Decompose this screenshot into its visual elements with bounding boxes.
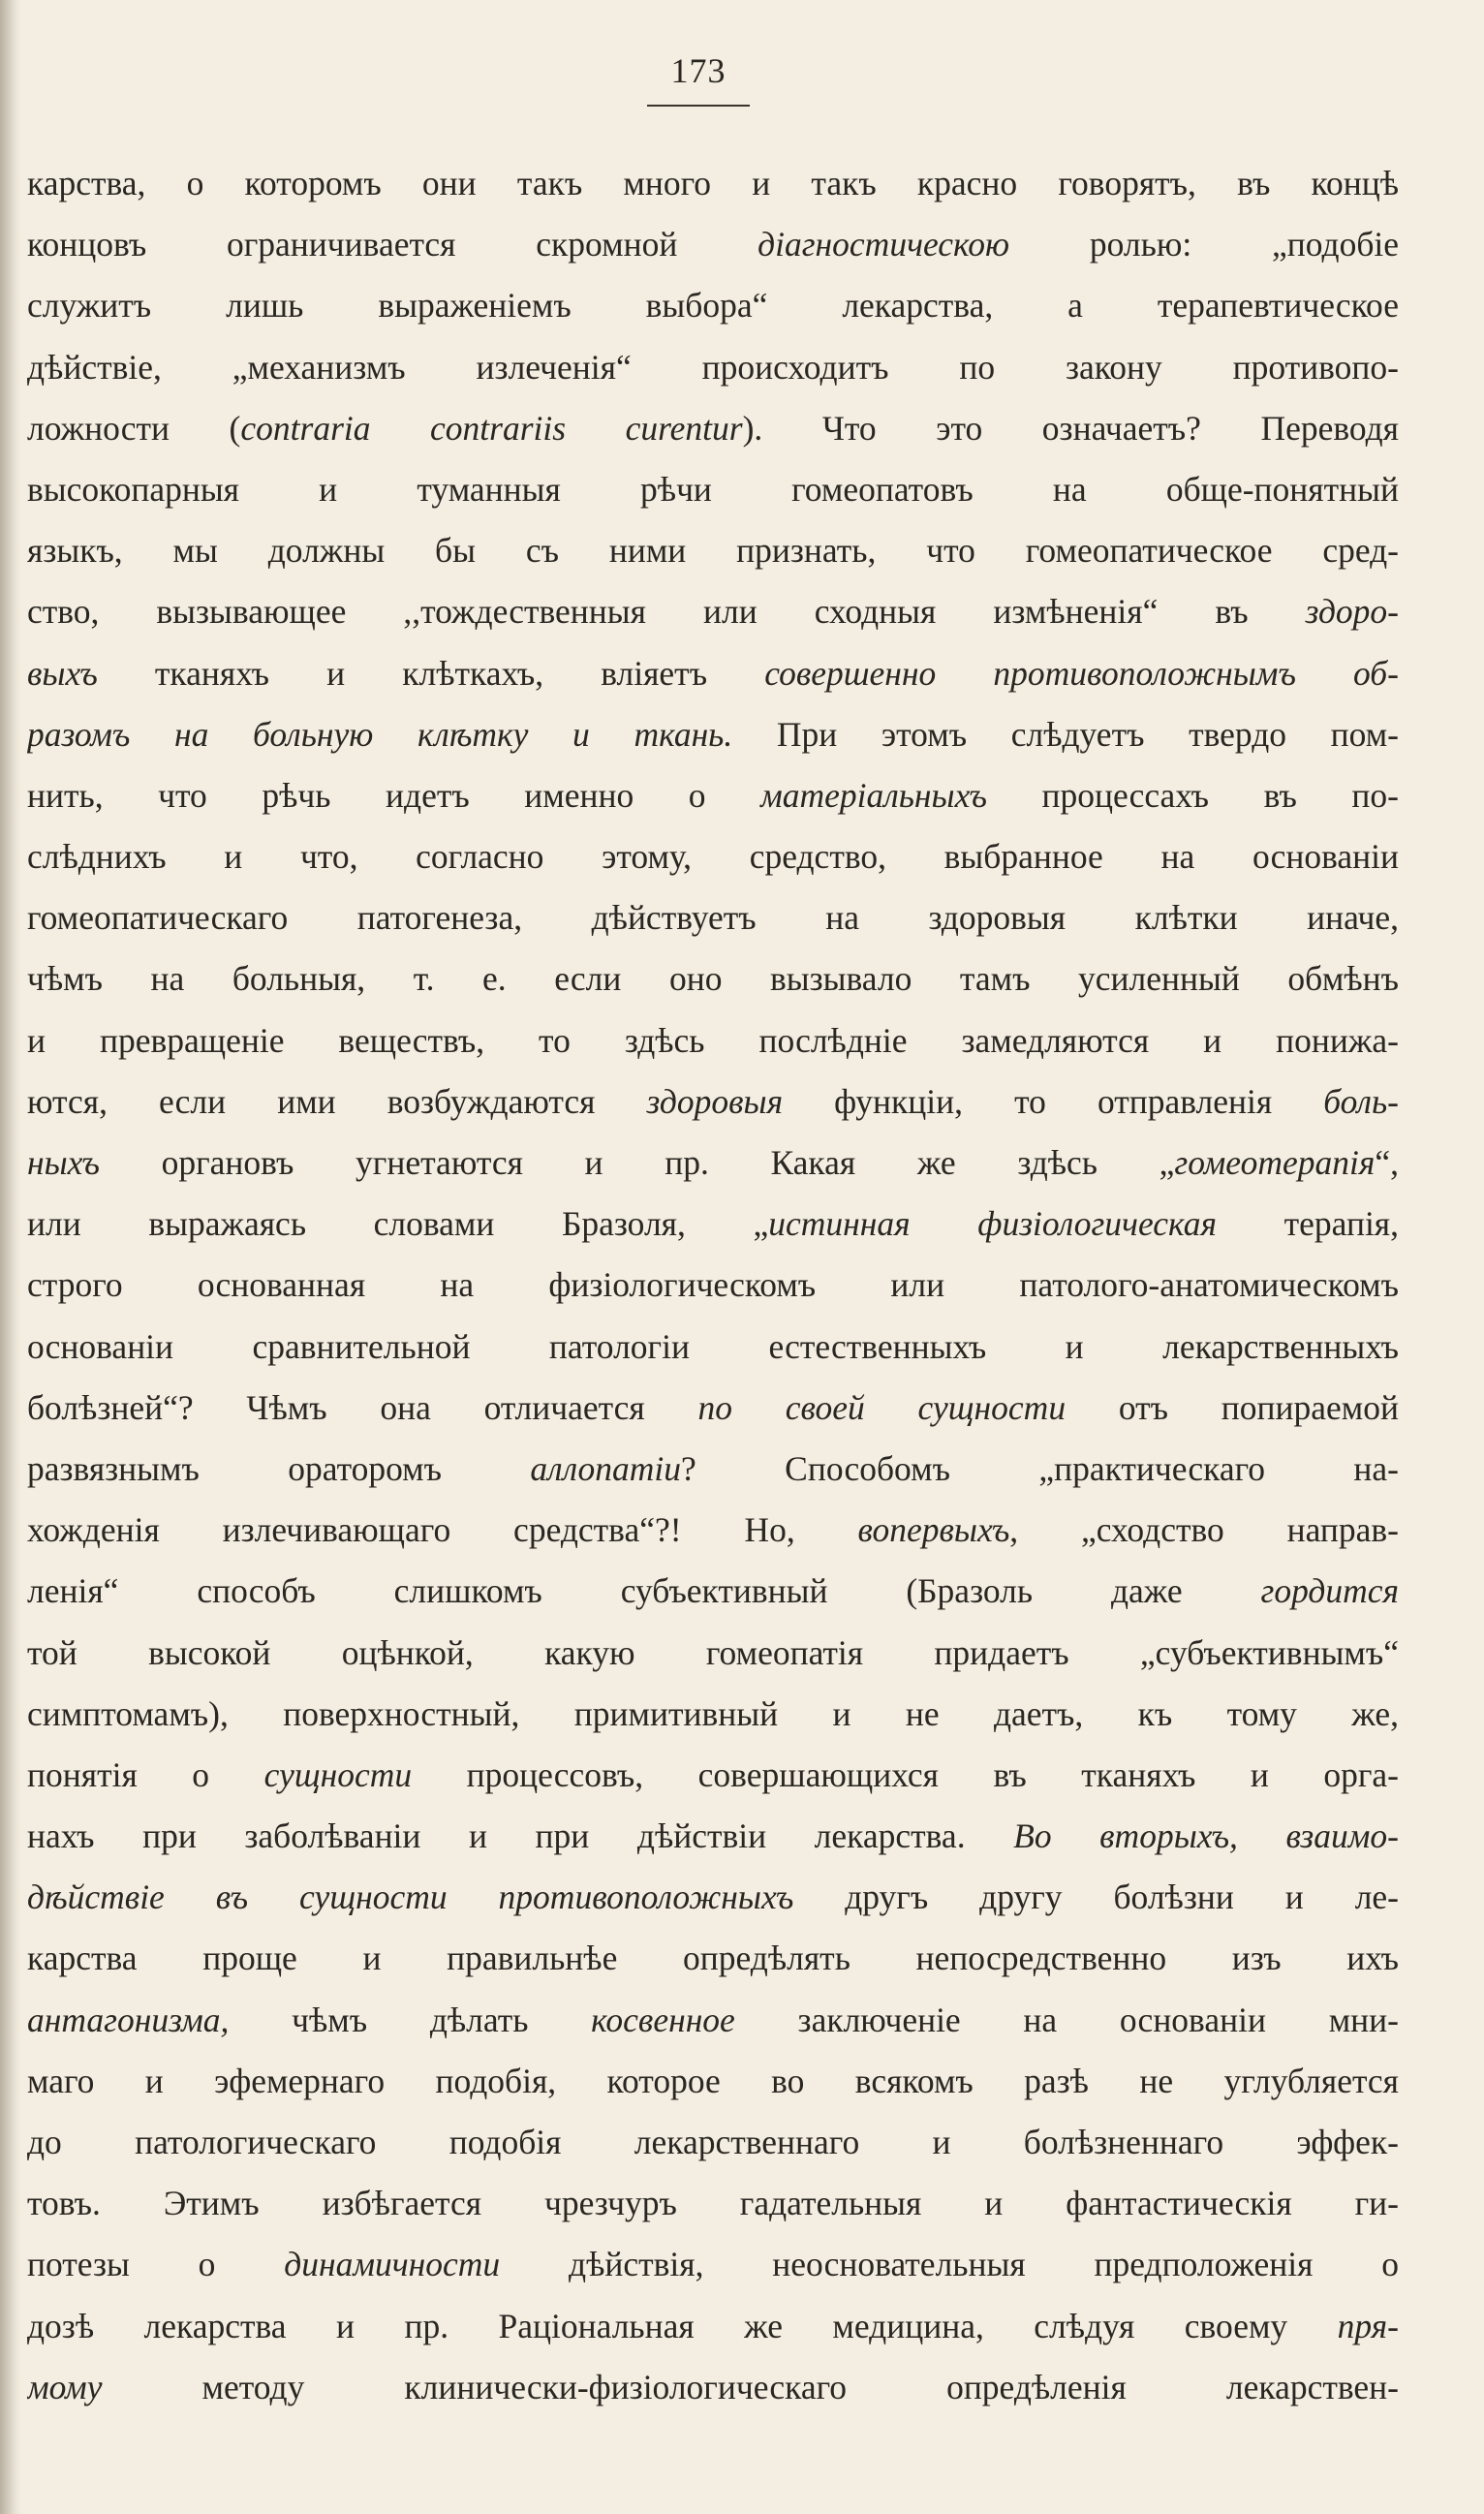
- text-segment: процессовъ, совершающихся въ тканяхъ и орга-: [412, 1754, 1399, 1794]
- text-segment: “,: [1375, 1143, 1399, 1182]
- text-segment: органовъ угнетаются и пр. Какая же здѣсь „: [99, 1143, 1175, 1182]
- text-segment: тканяхъ и клѣткахъ, вліяетъ: [97, 653, 765, 693]
- text-line: [27, 2112, 1399, 2173]
- page-number-rule: [647, 105, 750, 107]
- text-line: [27, 826, 1399, 887]
- italic-text: разомъ на больную клѣтку и ткань.: [27, 714, 733, 754]
- text-segment: служитъ лишь выраженіемъ выбора“ лекарства, а терапевтическое: [27, 286, 1399, 326]
- text-segment: дѣйствія, неосновательныя предположенія о: [500, 2245, 1399, 2284]
- italic-text: антагонизма,: [27, 2000, 230, 2039]
- text-line: [27, 643, 1399, 704]
- text-segment: процессахъ въ по-: [986, 775, 1399, 815]
- text-line: [27, 887, 1399, 948]
- italic-text: Во вторыхъ, взаимо-: [1013, 1816, 1399, 1856]
- text-line: [27, 2051, 1399, 2112]
- text-line: [27, 1071, 1399, 1133]
- italic-text: діагностическою: [757, 225, 1010, 264]
- text-segment: ? Способомъ „практическаго на-: [681, 1448, 1399, 1488]
- italic-text: мому: [27, 2367, 103, 2406]
- text-line: [27, 1684, 1399, 1745]
- text-segment: нахъ при заболѣваніи и при дѣйствіи лекарства.: [27, 1816, 1014, 1856]
- text-segment: симптомамъ), поверхностный, примитивный и не даетъ, къ тому же,: [27, 1693, 1399, 1733]
- italic-text: дѣйствіе въ сущности противоположныхъ: [27, 1878, 794, 1917]
- italic-text: истинная физіологическая: [768, 1204, 1218, 1244]
- text-line: [27, 459, 1399, 520]
- text-segment: карства проще и правильнѣе опредѣлять непосредственно изъ ихъ: [27, 1939, 1399, 1978]
- italic-text: аллопатіи: [530, 1448, 682, 1488]
- page-number: 173: [670, 51, 727, 90]
- text-line: [27, 2173, 1399, 2234]
- text-line: [27, 1317, 1399, 1378]
- italic-text: contraria contrariis curentur: [240, 408, 743, 448]
- text-line: [27, 581, 1399, 642]
- text-segment: высокопарныя и туманныя рѣчи гомеопатовъ на обще-понятный: [27, 469, 1399, 509]
- text-line: [27, 398, 1399, 459]
- text-segment: , „сходство направ-: [1009, 1510, 1399, 1550]
- text-segment: той высокой оцѣнкой, какую гомеопатія придаетъ „субъективнымъ“: [27, 1632, 1399, 1672]
- text-segment: ролью: „подобіе: [1009, 225, 1399, 264]
- text-line: [27, 337, 1399, 398]
- text-segment: функціи, то отправленія: [783, 1081, 1324, 1121]
- text-line: [27, 1867, 1399, 1928]
- text-segment: строго основанная на физіологическомъ или патолого-анатомическомъ: [27, 1265, 1399, 1305]
- text-segment: терапія,: [1217, 1204, 1399, 1244]
- text-segment: ). Что это означаетъ? Переводя: [742, 408, 1399, 448]
- text-segment: гомеопатическаго патогенеза, дѣйствуетъ на здоровыя клѣтки иначе,: [27, 898, 1399, 938]
- italic-text: выхъ: [27, 653, 98, 693]
- text-segment: ленія“ способъ слишкомъ субъективный (Бразоль даже: [27, 1571, 1261, 1611]
- italic-text: матеріальныхъ: [760, 775, 987, 815]
- text-segment: чѣмъ дѣлать: [229, 2000, 592, 2039]
- text-segment: маго и эфемернаго подобія, которое во всякомъ разѣ не углубляется: [27, 2061, 1399, 2100]
- text-segment: заключеніе на основаніи мни-: [734, 2000, 1399, 2039]
- text-line: [27, 704, 1399, 765]
- italic-text: по своей сущности: [697, 1387, 1067, 1427]
- italic-text: гордится: [1260, 1571, 1399, 1611]
- text-segment: концовъ ограничивается скромной: [27, 225, 758, 264]
- text-line: [27, 1623, 1399, 1684]
- italic-text: вопервыхъ: [857, 1510, 1010, 1550]
- text-segment: ются, если ими возбуждаются: [27, 1081, 647, 1121]
- text-line: [27, 1561, 1399, 1622]
- text-segment: и превращеніе веществъ, то здѣсь послѣдніе замедляются и понижа-: [27, 1020, 1399, 1060]
- text-line: [27, 2357, 1399, 2418]
- text-line: [27, 1745, 1399, 1806]
- text-line: [27, 214, 1399, 275]
- text-line: [27, 1928, 1399, 1989]
- text-segment: болѣзней“? Чѣмъ она отличается: [27, 1387, 698, 1427]
- text-line: [27, 765, 1399, 826]
- text-line: [27, 153, 1399, 214]
- text-segment: до патологическаго подобія лекарственнаго и болѣзненнаго эффек-: [27, 2123, 1399, 2161]
- text-line: [27, 948, 1399, 1009]
- text-line: [27, 2234, 1399, 2295]
- text-line: [27, 2296, 1399, 2357]
- text-segment: ложности (: [27, 408, 241, 448]
- text-segment: языкъ, мы должны бы съ ними признать, что гомеопатическое сред-: [27, 531, 1399, 571]
- text-segment: понятія о: [27, 1754, 264, 1794]
- text-segment: нить, что рѣчь идетъ именно о: [27, 775, 761, 815]
- text-segment: другъ другу болѣзни и ле-: [793, 1878, 1399, 1917]
- text-segment: развязнымъ ораторомъ: [27, 1448, 531, 1488]
- text-segment: методу клинически-физіологическаго опредѣленія лекарствен-: [102, 2367, 1399, 2406]
- text-segment: хожденія излечивающаго средства“?! Но,: [27, 1510, 858, 1550]
- italic-text: косвенное: [591, 2000, 735, 2039]
- text-segment: дѣйствіе, „механизмъ излеченія“ происходитъ по закону противопо-: [27, 347, 1399, 387]
- italic-text: здоро-: [1305, 592, 1399, 632]
- text-line: [27, 1010, 1399, 1071]
- text-segment: товъ. Этимъ избѣгается чрезчуръ гадательныя и фантастическія ги-: [27, 2184, 1399, 2223]
- italic-text: пря-: [1337, 2306, 1399, 2345]
- text-segment: потезы о: [27, 2245, 285, 2284]
- text-segment: основаніи сравнительной патологіи естественныхъ и лекарственныхъ: [27, 1326, 1399, 1366]
- text-line: [27, 1439, 1399, 1500]
- text-segment: карства, о которомъ они такъ много и такъ красно говорятъ, въ концѣ: [27, 164, 1399, 202]
- italic-text: совершенно противоположнымъ об-: [764, 653, 1399, 693]
- text-line: [27, 520, 1399, 581]
- text-segment: отъ попираемой: [1066, 1387, 1399, 1427]
- text-segment: или выражаясь словами Бразоля, „: [27, 1204, 769, 1244]
- text-segment: При этомъ слѣдуетъ твердо пом-: [732, 714, 1399, 754]
- body-text: [27, 153, 1399, 2418]
- italic-text: здоровыя: [646, 1081, 784, 1121]
- text-line: [27, 1255, 1399, 1316]
- italic-text: ныхъ: [27, 1143, 100, 1182]
- italic-text: боль-: [1323, 1081, 1399, 1121]
- text-line: [27, 1990, 1399, 2051]
- italic-text: гомеотерапія: [1174, 1143, 1376, 1182]
- text-segment: слѣднихъ и что, согласно этому, средство, выбранное на основаніи: [27, 837, 1399, 877]
- text-segment: дозѣ лекарства и пр. Раціональная же медицина, слѣдуя своему: [27, 2306, 1338, 2345]
- text-line: [27, 275, 1399, 336]
- italic-text: динамичности: [284, 2245, 501, 2284]
- text-line: [27, 1133, 1399, 1194]
- binding-shadow: [0, 0, 21, 2514]
- text-line: [27, 1500, 1399, 1561]
- text-line: [27, 1378, 1399, 1439]
- text-line: [27, 1806, 1399, 1867]
- text-segment: чѣмъ на больныя, т. е. если оно вызывало тамъ усиленный обмѣнъ: [27, 959, 1399, 999]
- text-line: [27, 1194, 1399, 1255]
- italic-text: сущности: [263, 1754, 413, 1794]
- text-segment: ство, вызывающее ,,тождественныя или сходныя измѣненія“ въ: [27, 592, 1306, 632]
